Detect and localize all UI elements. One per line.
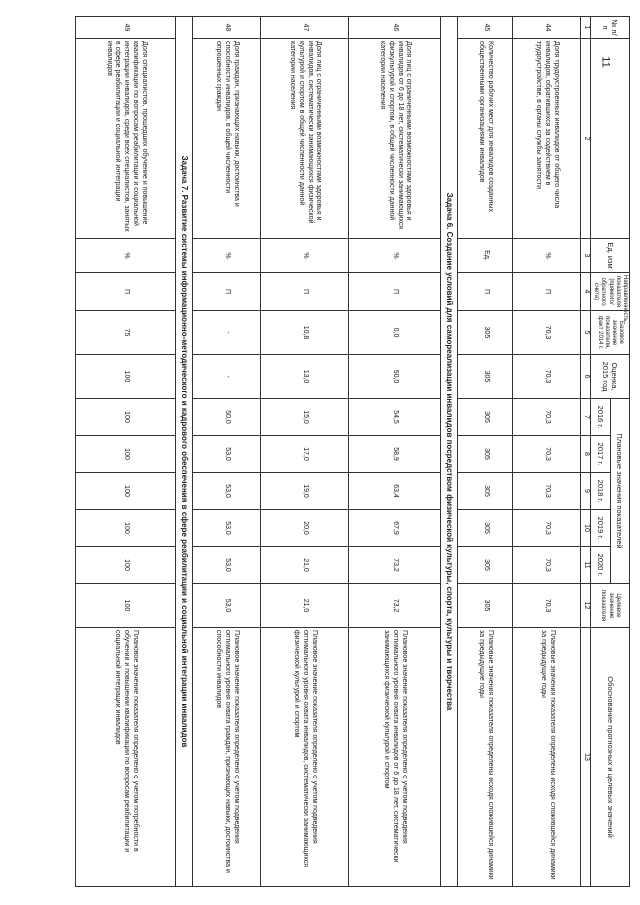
row-unit: % (193, 239, 261, 273)
header-base: Базовое значение показателя, факт 2014 г. (591, 311, 630, 355)
index-cell: 9 (581, 473, 591, 510)
row-year-value: 17,0 (261, 436, 349, 473)
row-base: 70,3 (513, 311, 581, 355)
row-year-value: 15,0 (261, 399, 349, 436)
table-row (458, 17, 513, 887)
header-basis: Обоснование прогнозных и целевых значений (591, 628, 630, 887)
row-basis: Плановые значения показателя определены исходя сложившейся динамики за предыдущие годы (458, 628, 513, 887)
index-cell: 8 (581, 436, 591, 473)
index-cell: 6 (581, 355, 591, 399)
row-year-value: 53,0 (193, 436, 261, 473)
row-unit: % (349, 239, 441, 273)
index-cell: 13 (581, 628, 591, 887)
header-plan: Плановые значения показателей (610, 399, 629, 584)
row-year-value: 54,5 (349, 399, 441, 436)
row-base: 0,0 (349, 311, 441, 355)
row-basis: Плановые значения показателя определены исходя сложившейся динамики за предыдущие годы (513, 628, 581, 887)
row-year-value: 58,9 (349, 436, 441, 473)
row-direction: П (261, 273, 349, 311)
row-number: 49 (76, 17, 176, 39)
row-year-value: 100 (76, 510, 176, 547)
row-year-value: 73,2 (349, 547, 441, 584)
header-year: 2020 г. (591, 547, 610, 584)
row-number: 46 (349, 17, 441, 39)
row-target: 73,2 (349, 584, 441, 628)
row-base: 75 (76, 311, 176, 355)
header-direction: Направленность показателя (прямого/обратного счета) (591, 273, 630, 311)
row-estimate: 13,0 (261, 355, 349, 399)
row-direction: П (349, 273, 441, 311)
row-unit: % (261, 239, 349, 273)
index-cell: 2 (581, 39, 591, 239)
row-base: 10,8 (261, 311, 349, 355)
row-year-value: 70,3 (513, 436, 581, 473)
row-year-value: 100 (76, 436, 176, 473)
page-number: 11 (599, 56, 612, 68)
row-name: Количество рабочих мест для инвалидов созданных общественными организациями инвалидов (458, 39, 513, 239)
row-name: Доля специалистов, прошедших обучение и повышение квалификации по вопросам реабилитации и социальной интеграции инвалидов, среди всех специалистов, занятых в сфере реабилитации и социальной интеграции инвалидов (76, 39, 176, 239)
index-row (581, 17, 591, 887)
row-year-value: 70,3 (513, 510, 581, 547)
task-row (176, 17, 193, 887)
table-row (193, 17, 261, 887)
header-unit: Ед. изм (591, 239, 630, 273)
header-row (610, 17, 629, 887)
row-unit: % (513, 239, 581, 273)
header-no: № п/п (591, 17, 630, 39)
row-year-value: 53,0 (193, 473, 261, 510)
row-year-value: 19,0 (261, 473, 349, 510)
row-target: 21,0 (261, 584, 349, 628)
row-unit: Ед. (458, 239, 513, 273)
row-year-value: 53,0 (193, 547, 261, 584)
row-year-value: 305 (458, 436, 513, 473)
header-name (591, 39, 630, 239)
row-year-value: 50,0 (193, 399, 261, 436)
header-year: 2017 г. (591, 436, 610, 473)
row-target: 53,0 (193, 584, 261, 628)
row-year-value: 305 (458, 473, 513, 510)
row-basis: Плановое значение показателя определено с учетом подведения оптимального уровня охвата инвалидов, систематически занимающихся физической культурой и спортом (261, 628, 349, 887)
table-row (76, 17, 176, 887)
row-target: 70,3 (513, 584, 581, 628)
index-cell: 7 (581, 399, 591, 436)
row-year-value: 305 (458, 510, 513, 547)
row-year-value: 63,4 (349, 473, 441, 510)
row-estimate: 50,0 (349, 355, 441, 399)
row-year-value: 100 (76, 399, 176, 436)
index-cell: 10 (581, 510, 591, 547)
index-cell: 3 (581, 239, 591, 273)
row-basis: Плановое значение показателя определено с учетом подведения оптимального уровня охвата граждан, признающих навыки, достоинства и способности инвалидов (193, 628, 261, 887)
row-unit: % (76, 239, 176, 273)
row-year-value: 100 (76, 547, 176, 584)
row-name: Доля граждан, признающих навыки, достоинства и способности инвалидов, в общей численности опрошенных граждан (193, 39, 261, 239)
row-direction: П (76, 273, 176, 311)
row-estimate: - (193, 355, 261, 399)
row-year-value: 53,0 (193, 510, 261, 547)
table-row (513, 17, 581, 887)
row-year-value: 70,3 (513, 547, 581, 584)
row-base: 305 (458, 311, 513, 355)
row-year-value: 305 (458, 547, 513, 584)
index-cell: 4 (581, 273, 591, 311)
row-name: Доля лиц с ограниченными возможностями здоровья и инвалидов, систематически занимающихся физической культурой и спортом в общей численности данной категории населения (261, 39, 349, 239)
row-number: 45 (458, 17, 513, 39)
indicators-table (75, 16, 630, 887)
table-row (349, 17, 441, 887)
row-year-value: 67,9 (349, 510, 441, 547)
row-basis: Плановое значение показателя определено с учетом потребности в обучении и повышении квалификации по вопросам реабилитации и социальной интеграции инвалидов (76, 628, 176, 887)
row-basis: Плановое значение показателя определено с учетом подведения оптимального уровня охвата инвалидов от 6 до 18 лет, систематически занимающихся физической культурой и спортом (349, 628, 441, 887)
row-estimate: 70,3 (513, 355, 581, 399)
row-year-value: 100 (76, 473, 176, 510)
task-6-heading: Задача 6. Создание условий для самореализации инвалидов посредством физической культуры, спорта, культуры и творчества (441, 17, 458, 887)
row-year-value: 70,3 (513, 399, 581, 436)
row-number: 48 (193, 17, 261, 39)
row-year-value: 20,0 (261, 510, 349, 547)
header-estimate: Оценка, 2015 год (591, 355, 630, 399)
table-row (261, 17, 349, 887)
row-target: 100 (76, 584, 176, 628)
row-number: 47 (261, 17, 349, 39)
header-year: 2016 г. (591, 399, 610, 436)
index-cell: 11 (581, 547, 591, 584)
rotated-table-wrapper (30, 16, 630, 886)
row-number: 44 (513, 17, 581, 39)
row-estimate: 100 (76, 355, 176, 399)
index-cell: 12 (581, 584, 591, 628)
task-row (441, 17, 458, 887)
task-7-heading: Задача 7. Развитие системы информационно-методического и кадрового обеспечения в сфере реабилитации и социальной интеграции инвалидов (176, 17, 193, 887)
header-year: 2018 г. (591, 473, 610, 510)
header-target: Целевое значение показателя (591, 584, 630, 628)
header-year: 2019 г. (591, 510, 610, 547)
row-year-value: 21,0 (261, 547, 349, 584)
row-direction: П (513, 273, 581, 311)
index-cell: 5 (581, 311, 591, 355)
row-year-value: 305 (458, 399, 513, 436)
row-direction: П (458, 273, 513, 311)
row-year-value: 70,3 (513, 473, 581, 510)
row-target: 305 (458, 584, 513, 628)
row-base: - (193, 311, 261, 355)
row-estimate: 305 (458, 355, 513, 399)
index-cell: 1 (581, 17, 591, 39)
row-name: Доля лиц с ограниченными возможностями здоровья и инвалидов от 6 до 18 лет, систематически занимающихся физкультурой и спортом, в общей численности данной категории населения (349, 39, 441, 239)
row-direction: П (193, 273, 261, 311)
row-name: Доля трудоустроенных инвалидов от общего числа инвалидов, обратившихся за содействием в трудоустройстве, в органы службы занятости (513, 39, 581, 239)
